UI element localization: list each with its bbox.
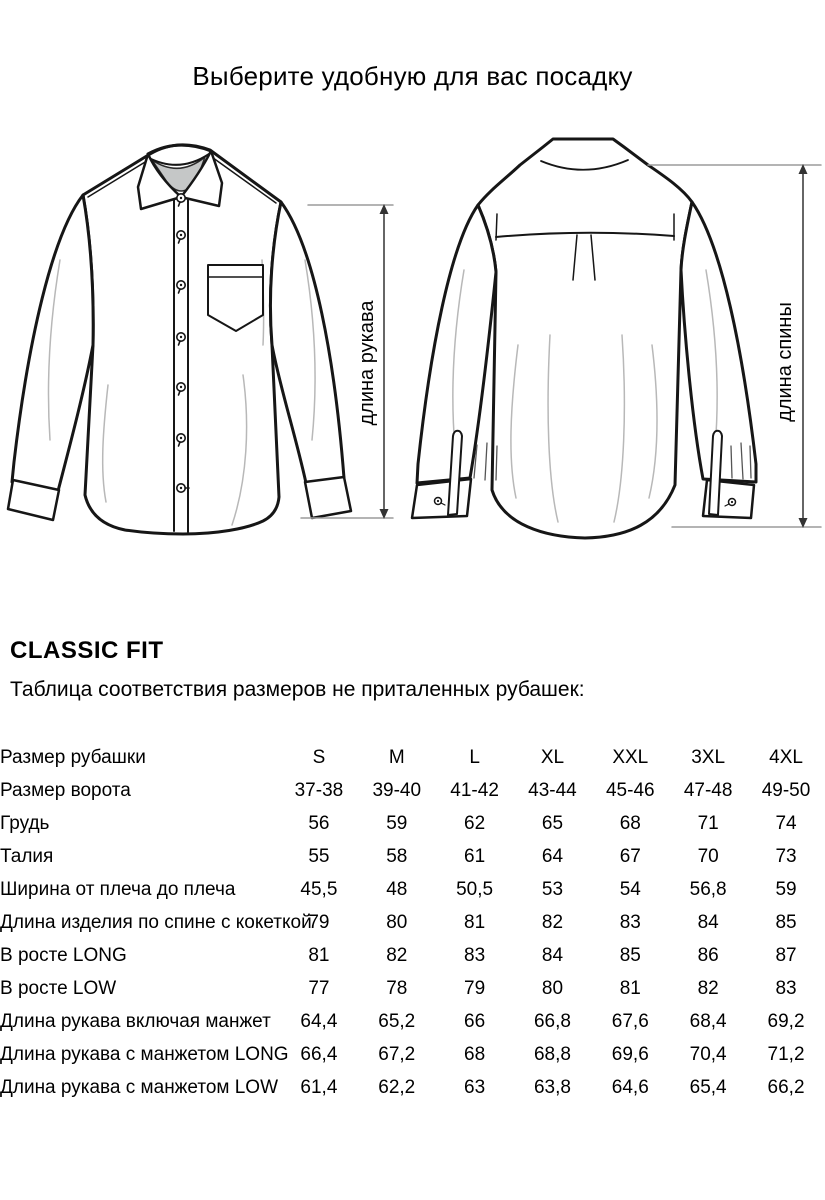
size-row-header-label: Размер рубашки (0, 746, 146, 768)
table-cell: 73 (775, 845, 797, 867)
table-cell: 78 (386, 977, 408, 999)
table-cell: 82 (541, 911, 564, 933)
table-cell: 37-38 (294, 779, 344, 801)
table-cell: 70,4 (689, 1043, 727, 1065)
table-row (0, 906, 825, 939)
table-cell: 59 (386, 812, 408, 834)
back-left-cuff (412, 479, 471, 518)
table-cell: 39-40 (372, 779, 422, 801)
table-cell: 58 (386, 845, 408, 867)
table-cell: 66 (464, 1010, 486, 1032)
front-left-sleeve (12, 195, 93, 491)
table-cell: 87 (775, 944, 797, 966)
table-cell: 63,8 (533, 1076, 571, 1098)
table-cell: 84 (697, 911, 719, 933)
size-column-header: 3XL (691, 746, 726, 768)
page-title: Выберите удобную для вас посадку (192, 61, 633, 92)
table-cell: 56 (308, 812, 330, 834)
table-cell: 82 (386, 944, 408, 966)
size-column-header: 4XL (769, 746, 803, 768)
front-right-sleeve (270, 202, 344, 483)
table-cell: 47-48 (683, 779, 733, 801)
table-cell: 67 (619, 845, 641, 867)
table-cell: 43-44 (528, 779, 577, 801)
row-label: Длина изделия по спине с кокеткой (0, 911, 312, 933)
front-right-cuff (305, 477, 351, 518)
table-row (0, 939, 825, 972)
table-cell: 79 (464, 977, 486, 999)
table-cell: 53 (541, 878, 564, 900)
table-row (0, 873, 825, 906)
shirt-back-diagram (400, 130, 825, 570)
table-cell: 45-46 (605, 779, 655, 801)
table-cell: 81 (464, 911, 486, 933)
table-cell: 66,2 (767, 1076, 805, 1098)
row-label: В росте LOW (0, 977, 117, 999)
table-cell: 65 (541, 812, 564, 834)
size-table (0, 741, 825, 1104)
shirt-front-diagram (0, 130, 400, 570)
size-column-header: XXL (612, 746, 649, 768)
table-cell: 86 (697, 944, 719, 966)
table-cell: 56,8 (689, 878, 727, 900)
table-cell: 70 (697, 845, 719, 867)
table-row (0, 807, 825, 840)
size-column-header: S (312, 746, 326, 768)
row-label: Длина рукава с манжетом LONG (0, 1043, 289, 1065)
table-cell: 83 (464, 944, 486, 966)
table-cell: 62 (464, 812, 486, 834)
size-table-body (0, 741, 825, 1104)
table-row (0, 972, 825, 1005)
table-cell: 84 (541, 944, 564, 966)
table-cell: 66,8 (533, 1010, 571, 1032)
table-row (0, 774, 825, 807)
row-label: Длина рукава с манжетом LOW (0, 1076, 279, 1098)
table-cell: 48 (386, 878, 408, 900)
table-cell: 65,4 (689, 1076, 727, 1098)
back-length-label: длина спины (774, 302, 796, 422)
table-cell: 77 (308, 977, 330, 999)
table-cell: 41-42 (450, 779, 499, 801)
sleeve-length-label: длина рукава (356, 300, 378, 426)
table-cell: 66,4 (300, 1043, 338, 1065)
table-cell: 50,5 (456, 878, 494, 900)
table-cell: 81 (619, 977, 641, 999)
table-cell: 69,6 (611, 1043, 649, 1065)
table-cell: 71 (697, 812, 719, 834)
table-cell: 69,2 (767, 1010, 805, 1032)
row-label: Талия (0, 845, 54, 867)
table-cell: 82 (697, 977, 719, 999)
table-cell: 79 (308, 911, 330, 933)
table-cell: 74 (775, 812, 797, 834)
size-column-header: M (388, 746, 405, 768)
table-header-row (0, 741, 825, 774)
table-cell: 67,6 (611, 1010, 649, 1032)
row-label: Длина рукава включая манжет (0, 1010, 271, 1032)
row-label: Размер ворота (0, 779, 131, 801)
table-cell: 64 (541, 845, 564, 867)
table-cell: 68 (619, 812, 641, 834)
table-cell: 49-50 (761, 779, 811, 801)
table-cell: 68,4 (689, 1010, 727, 1032)
table-cell: 64,6 (611, 1076, 649, 1098)
table-row (0, 1038, 825, 1071)
table-cell: 61 (464, 845, 486, 867)
table-caption: Таблица соответствия размеров не приталенных рубашек: (10, 678, 585, 701)
table-cell: 54 (619, 878, 641, 900)
table-row (0, 840, 825, 873)
table-row (0, 1071, 825, 1104)
table-cell: 68,8 (533, 1043, 571, 1065)
row-label: Ширина от плеча до плеча (0, 878, 236, 900)
row-label: Грудь (0, 812, 50, 834)
table-cell: 63 (464, 1076, 486, 1098)
back-torso (478, 139, 692, 538)
table-cell: 65,2 (378, 1010, 416, 1032)
table-cell: 85 (619, 944, 641, 966)
table-cell: 61,4 (300, 1076, 338, 1098)
row-label: В росте LONG (0, 944, 127, 966)
fit-heading: CLASSIC FIT (10, 636, 164, 664)
table-cell: 83 (619, 911, 641, 933)
table-cell: 62,2 (378, 1076, 416, 1098)
size-column-header: XL (540, 746, 565, 768)
table-row (0, 1005, 825, 1038)
table-cell: 71,2 (767, 1043, 805, 1065)
table-cell: 55 (308, 845, 330, 867)
table-cell: 45,5 (300, 878, 338, 900)
table-cell: 83 (775, 977, 797, 999)
table-cell: 64,4 (300, 1010, 338, 1032)
table-cell: 81 (308, 944, 330, 966)
table-cell: 85 (775, 911, 797, 933)
table-cell: 59 (775, 878, 797, 900)
table-cell: 80 (386, 911, 408, 933)
table-cell: 68 (464, 1043, 486, 1065)
size-column-header: L (469, 746, 480, 768)
table-cell: 80 (541, 977, 564, 999)
table-cell: 67,2 (378, 1043, 416, 1065)
